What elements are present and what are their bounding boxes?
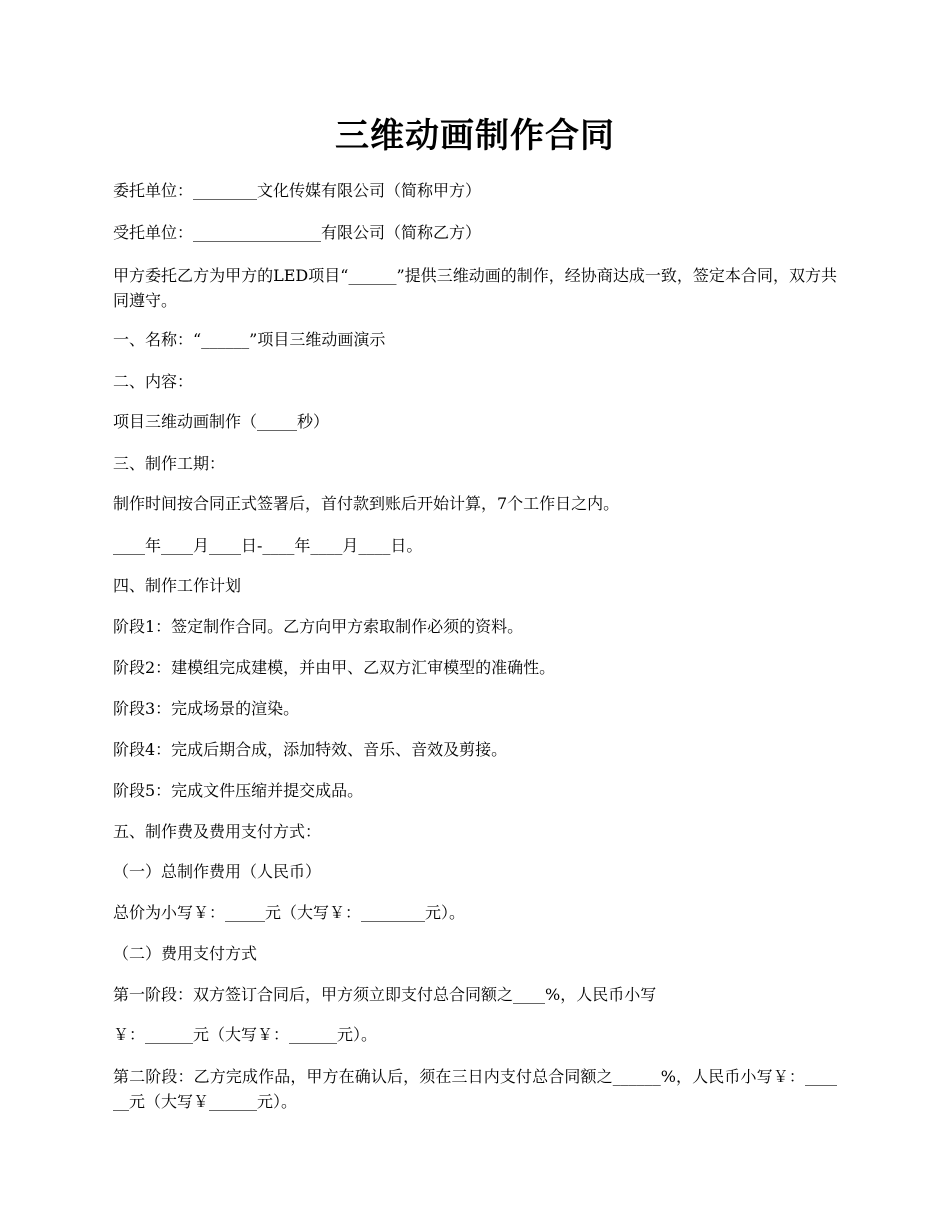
paragraph-stage-2: 阶段2：建模组完成建模，并由甲、乙双方汇审模型的准确性。 <box>113 658 556 677</box>
section-heading-content: 二、内容： <box>113 372 194 391</box>
paragraph-client-unit: 委托单位：________文化传媒有限公司（简称甲方） <box>113 181 482 200</box>
paragraph-payment-stage-1: 第一阶段：双方签订合同后，甲方须立即支付总合同额之____%，人民币小写 <box>113 985 657 1004</box>
document-title: 三维动画制作合同 <box>335 116 615 156</box>
paragraph-stage-5: 阶段5：完成文件压缩并提交成品。 <box>113 781 364 800</box>
paragraph-preamble: 甲方委托乙方为甲方的LED项目“______”提供三维动画的制作，经协商达成一致，签定本合同，双方共同遵守。 <box>113 266 837 310</box>
paragraph-total-price: 总价为小写￥：_____元（大写￥：________元）。 <box>113 903 466 922</box>
paragraph-contractor-unit: 受托单位：________________有限公司（简称乙方） <box>113 223 482 242</box>
subheading-total-fee: （一）总制作费用（人民币） <box>113 862 322 881</box>
paragraph-stage-4: 阶段4：完成后期合成，添加特效、音乐、音效及剪接。 <box>113 740 508 759</box>
paragraph-stage-1: 阶段1：签定制作合同。乙方向甲方索取制作必须的资料。 <box>113 617 524 636</box>
section-heading-work-plan: 四、制作工作计划 <box>113 576 242 595</box>
section-heading-name: 一、名称：“______”项目三维动画演示 <box>113 330 386 349</box>
section-heading-schedule: 三、制作工期： <box>113 454 226 473</box>
paragraph-date-range: ____年____月____日-____年____月____日。 <box>113 536 423 555</box>
section-heading-fees: 五、制作费及费用支付方式： <box>113 822 322 841</box>
paragraph-payment-stage-1-amount: ￥：______元（大写￥：______元）。 <box>113 1025 378 1044</box>
subheading-payment-method: （二）费用支付方式 <box>113 944 258 963</box>
paragraph-stage-3: 阶段3：完成场景的渲染。 <box>113 699 300 718</box>
paragraph-schedule-detail: 制作时间按合同正式签署后，首付款到账后开始计算，7个工作日之内。 <box>113 494 620 513</box>
paragraph-payment-stage-2: 第二阶段：乙方完成作品，甲方在确认后，须在三日内支付总合同额之______%，人民币小写￥：______元（大写￥______元）。 <box>113 1067 837 1111</box>
paragraph-content-detail: 项目三维动画制作（_____秒） <box>113 412 330 431</box>
